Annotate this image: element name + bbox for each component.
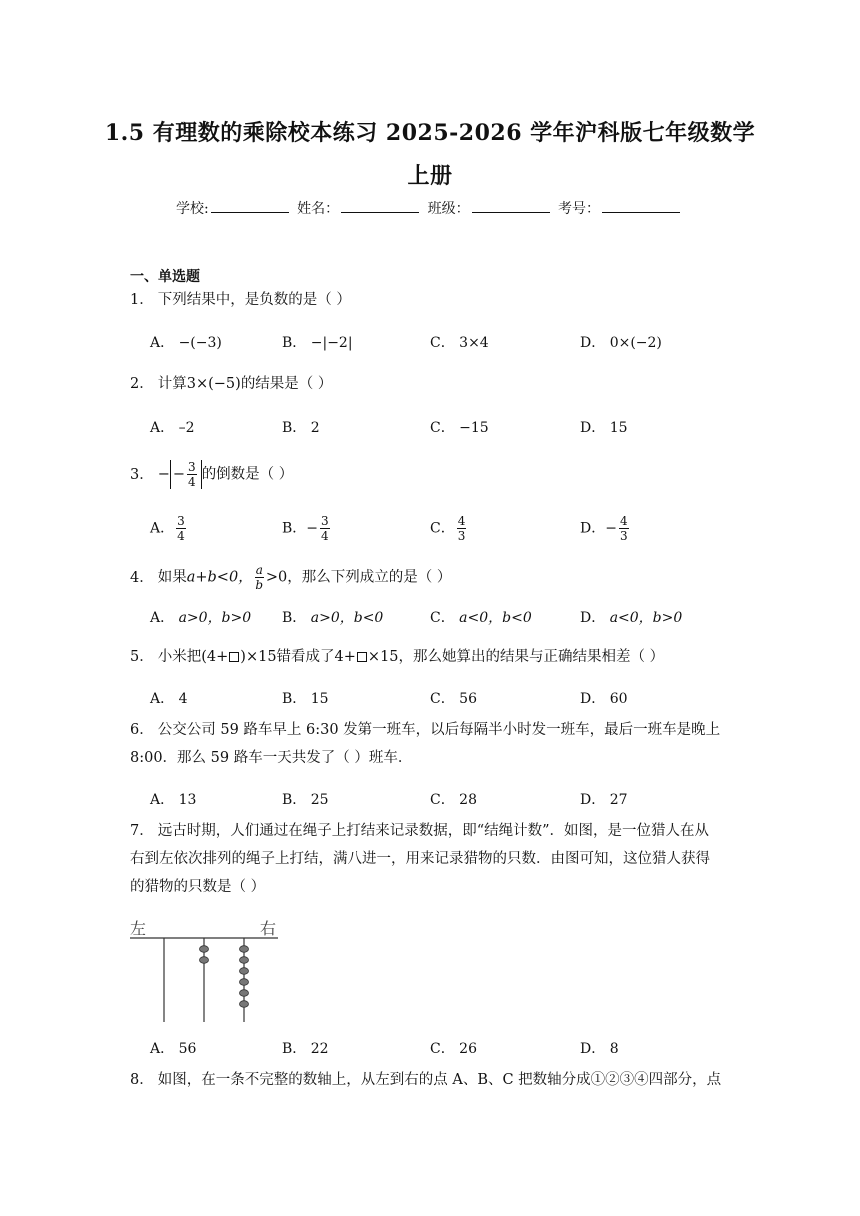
q3-option-a[interactable]: A． $\frac{3}{4}$ bbox=[150, 514, 185, 543]
square-symbol bbox=[357, 652, 367, 662]
q2-option-a[interactable]: A． –2 bbox=[150, 420, 195, 436]
school-blank[interactable] bbox=[211, 198, 289, 213]
knot-rope-figure bbox=[128, 916, 283, 1026]
q1-text: 下列结果中，是负数的是（ ） bbox=[157, 292, 351, 308]
q4-option-d[interactable]: D． a<0，b>0 bbox=[580, 610, 683, 626]
q4-option-a[interactable]: A． a>0，b>0 bbox=[150, 610, 252, 626]
q7-option-d[interactable]: D． 8 bbox=[580, 1041, 619, 1057]
q5-option-a[interactable]: A． 4 bbox=[150, 691, 188, 707]
question-2: 2． 计算3×(−5)的结果是（ ） bbox=[130, 376, 333, 392]
q2-option-b[interactable]: B． 2 bbox=[282, 420, 320, 436]
question-5: 5． 小米把(4+ )×15错看成了4+ ×15，那么她算出的结果与正确结果相差（ ） bbox=[130, 649, 665, 665]
knot bbox=[240, 968, 249, 975]
q4-option-c[interactable]: C． a<0，b<0 bbox=[430, 610, 532, 626]
knot bbox=[240, 957, 249, 964]
number-blank[interactable] bbox=[602, 198, 680, 213]
question-3: 3． − − $\frac{3}{4}$ 的倒数是（ ） bbox=[130, 460, 294, 489]
q7-option-a[interactable]: A． 56 bbox=[150, 1041, 197, 1057]
q7-option-b[interactable]: B． 22 bbox=[282, 1041, 329, 1057]
q3-option-c[interactable]: C． $\frac{4}{3}$ bbox=[430, 514, 466, 543]
question-7: 7． 远古时期，人们通过在绳子上打结来记录数据，即“结绳计数”．如图，是一位猎人在从 右到左依次排列的绳子上打结，满八进一，用来记录猎物的只数．由图可知，这位猎人获得 的猎物的只数是（ ） bbox=[130, 823, 710, 895]
square-symbol bbox=[229, 652, 239, 662]
q2-option-d[interactable]: D． 15 bbox=[580, 420, 628, 436]
title-line1: 1.5 有理数的乘除校本练习 2025-2026 学年沪科版七年级数学 bbox=[104, 120, 756, 146]
knot bbox=[200, 946, 209, 953]
q6-option-c[interactable]: C． 28 bbox=[430, 792, 477, 808]
q6-option-d[interactable]: D． 27 bbox=[580, 792, 628, 808]
q7-option-c[interactable]: C． 26 bbox=[430, 1041, 477, 1057]
question-8: 8． 如图，在一条不完整的数轴上，从左到右的点 A、B、C 把数轴分成①②③④四部分，点 bbox=[130, 1072, 722, 1088]
title-line2: 上册 bbox=[407, 163, 453, 189]
student-info bbox=[0, 198, 860, 218]
q5-option-c[interactable]: C． 56 bbox=[430, 691, 477, 707]
q3-option-d[interactable]: D．− $\frac{4}{3}$ bbox=[580, 514, 628, 543]
knot bbox=[240, 979, 249, 986]
section-heading: 一、单选题 bbox=[130, 269, 200, 285]
name-blank[interactable] bbox=[341, 198, 419, 213]
q3-option-b[interactable]: B．− $\frac{3}{4}$ bbox=[282, 514, 329, 543]
q3-abs-value: − $\frac{3}{4}$ bbox=[170, 460, 202, 489]
school-label: 学校: bbox=[175, 201, 209, 217]
knot bbox=[240, 946, 249, 953]
right-label: 右 bbox=[260, 919, 277, 938]
knot bbox=[240, 990, 249, 997]
q6-option-a[interactable]: A． 13 bbox=[150, 792, 197, 808]
q1-option-d[interactable]: D． 0×(−2) bbox=[580, 335, 662, 351]
q5-option-b[interactable]: B． 15 bbox=[282, 691, 329, 707]
class-blank[interactable] bbox=[472, 198, 550, 213]
q1-option-b[interactable]: B． −|−2| bbox=[282, 335, 353, 351]
q1-option-c[interactable]: C． 3×4 bbox=[430, 335, 489, 351]
class-label: 班级： bbox=[427, 201, 470, 217]
question-4: 4． 如果a+b<0， $\frac{a}{b}$ >0，那么下列成立的是（ ） bbox=[130, 563, 452, 592]
knot bbox=[240, 1001, 249, 1008]
q1-number: 1． bbox=[130, 292, 154, 308]
q6-option-b[interactable]: B． 25 bbox=[282, 792, 329, 808]
q1-option-a[interactable]: A． −(−3) bbox=[150, 335, 222, 351]
q2-expression: 3×(−5) bbox=[186, 376, 241, 392]
question-1 bbox=[130, 286, 730, 314]
knot bbox=[200, 957, 209, 964]
question-6: 6． 公交公司 59 路车早上 6:30 发第一班车，以后每隔半小时发一班车，最后一班车是晚上 8:00．那么 59 路车一天共发了（ ）班车． bbox=[130, 722, 721, 766]
q5-option-d[interactable]: D． 60 bbox=[580, 691, 628, 707]
q4-option-b[interactable]: B． a>0，b<0 bbox=[282, 610, 384, 626]
name-label: 姓名： bbox=[297, 201, 340, 217]
q2-option-c[interactable]: C． −15 bbox=[430, 420, 489, 436]
left-label: 左 bbox=[130, 919, 147, 938]
number-label: 考号： bbox=[558, 201, 601, 217]
